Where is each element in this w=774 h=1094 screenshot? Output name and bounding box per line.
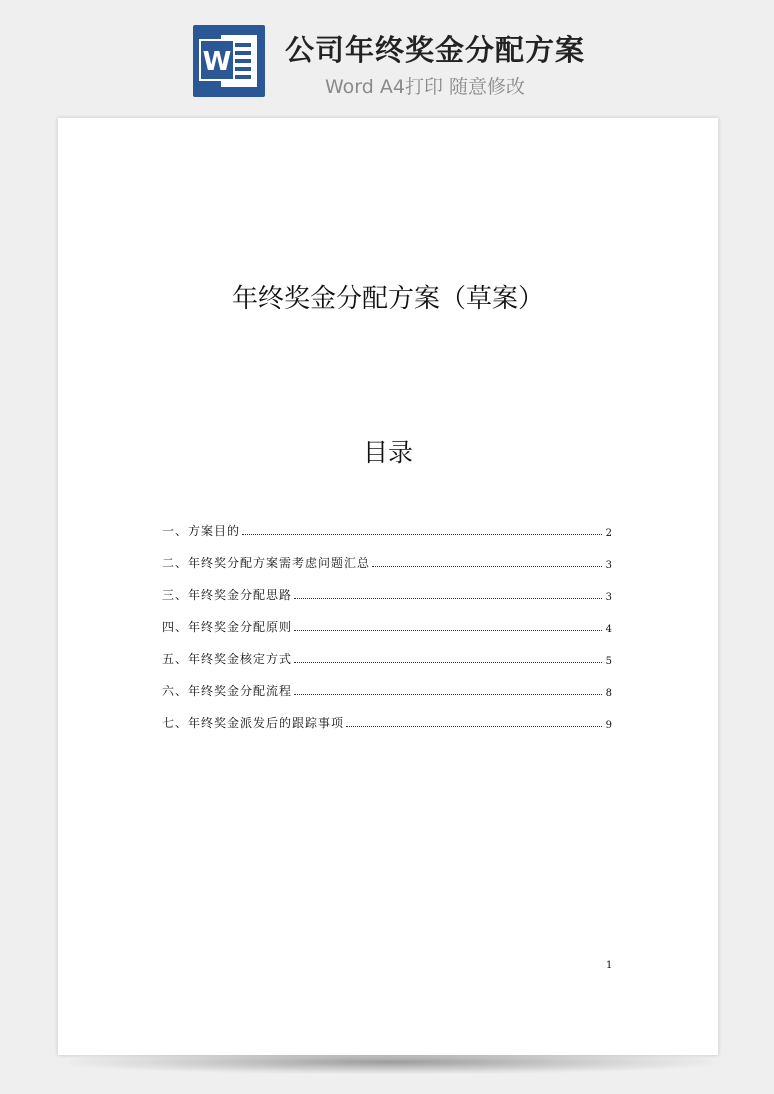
table-of-contents xyxy=(162,507,612,731)
toc-leader xyxy=(294,597,602,599)
toc-entry-page: 3 xyxy=(605,592,612,603)
toc-leader xyxy=(242,533,602,535)
toc-entry[interactable] xyxy=(162,603,612,635)
toc-entry-label: 二、年终奖分配方案需考虑问题汇总 xyxy=(162,556,371,570)
toc-leader xyxy=(372,565,602,567)
toc-entry-label: 七、年终奖金派发后的跟踪事项 xyxy=(162,716,345,730)
toc-entry-page: 4 xyxy=(605,624,612,635)
toc-entry-page: 8 xyxy=(605,688,612,699)
toc-entry-label: 六、年终奖金分配流程 xyxy=(162,684,293,698)
word-letter-badge: W xyxy=(199,39,235,81)
toc-leader xyxy=(294,693,602,695)
toc-entry-label: 三、年终奖金分配思路 xyxy=(162,588,293,602)
page-number: 1 xyxy=(606,960,613,971)
toc-entry[interactable] xyxy=(162,699,612,731)
toc-entry-page: 3 xyxy=(605,560,612,571)
toc-entry[interactable] xyxy=(162,539,612,571)
watermark: ​ xyxy=(90,460,106,486)
document-page xyxy=(58,118,718,1055)
header-title: 公司年终奖金分配方案 xyxy=(285,33,586,67)
toc-entry-page: 5 xyxy=(605,656,612,667)
document-title: 年终奖金分配方案（草案） xyxy=(231,284,544,314)
word-icon xyxy=(193,25,265,97)
toc-entry-page: 9 xyxy=(605,720,612,731)
toc-entry-page: 2 xyxy=(605,528,612,539)
toc-entry[interactable] xyxy=(162,635,612,667)
toc-entry-label: 四、年终奖金分配原则 xyxy=(162,620,293,634)
toc-entry-label: 一、方案目的 xyxy=(162,524,241,538)
toc-entry[interactable] xyxy=(162,667,612,699)
toc-entry[interactable] xyxy=(162,507,612,539)
toc-leader xyxy=(346,725,602,727)
toc-leader xyxy=(294,629,602,631)
toc-entry[interactable] xyxy=(162,571,612,603)
header-subtitle: Word A4打印 随意修改 xyxy=(325,76,526,98)
header xyxy=(0,0,774,110)
toc-heading: 目录 xyxy=(362,438,413,467)
toc-leader xyxy=(294,661,602,663)
toc-entry-label: 五、年终奖金核定方式 xyxy=(162,652,293,666)
